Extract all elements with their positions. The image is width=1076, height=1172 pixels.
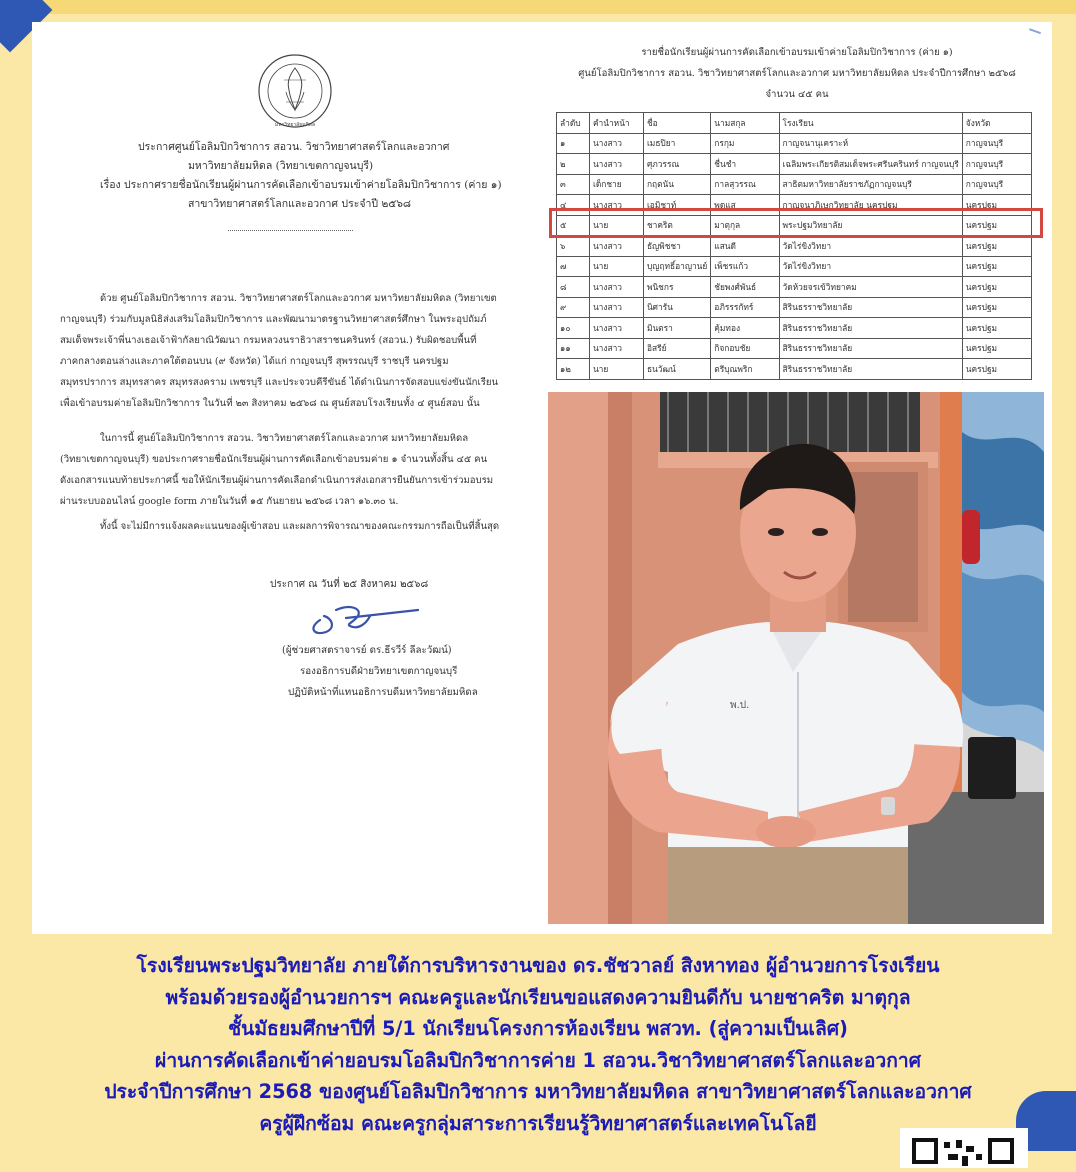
table-cell: มินตรา [643, 318, 710, 339]
table-cell: ๙ [557, 297, 590, 318]
table-cell: กฤตนัน [643, 174, 710, 195]
caption-line-3: ชั้นมัธยมศึกษาปีที่ 5/1 นักเรียนโครงการห้องเรียน พสวท. (สู่ความเป็นเลิศ) [228, 1017, 848, 1041]
table-cell: สาธิตมหาวิทยาลัยราชภัฏกาญจนบุรี [779, 174, 962, 195]
table-cell: นาย [589, 256, 643, 277]
table-cell: นางสาว [589, 338, 643, 359]
table-cell: นางสาว [589, 318, 643, 339]
caption-line-1: โรงเรียนพระปฐมวิทยาลัย ภายใต้การบริหารงานของ ดร.ชัชวาลย์ สิงหาทอง ผู้อำนวยการโรงเรียน [136, 954, 940, 977]
table-cell: สิรินธรราชวิทยาลัย [779, 297, 962, 318]
table-cell: สิรินธรราชวิทยาลัย [779, 338, 962, 359]
table-cell: เมธปิยา [643, 133, 710, 154]
table-cell: มาตุกุล [711, 215, 779, 236]
table-cell: ๖ [557, 236, 590, 257]
table-cell: นครปฐม [962, 236, 1031, 257]
table-cell: กาญจนบุรี [962, 133, 1031, 154]
table-cell: นางสาว [589, 236, 643, 257]
table-cell: สิรินธรราชวิทยาลัย [779, 359, 962, 380]
caption-line-2: พร้อมด้วยรองผู้อำนวยการฯ คณะครูและนักเรียนขอแสดงความยินดีกับ นายชาคริต มาตุกุล [165, 985, 911, 1009]
table-cell: อิสรีย์ [643, 338, 710, 359]
table-cell: นางสาว [589, 154, 643, 175]
table-cell: สิรินธรราชวิทยาลัย [779, 318, 962, 339]
announcement-university: มหาวิทยาลัยมหิดล (วิทยาเขตกาญจนบุรี) [188, 160, 374, 172]
table-row [557, 297, 1032, 318]
table-cell: ธนวัฒน์ [643, 359, 710, 380]
announcement-subject: เรื่อง ประกาศรายชื่อนักเรียนผู้ผ่านการคัดเลือกเข้าอบรมเข้าค่ายโอลิมปิกวิชาการ (ค่าย ๑) [100, 179, 502, 191]
table-cell: กาญจนบุรี [962, 174, 1031, 195]
results-table-body [557, 133, 1032, 379]
caption [0, 950, 1076, 1140]
student-photo-illustration [548, 392, 1044, 924]
table-cell: กาญจนานุเคราะห์ [779, 133, 962, 154]
caption-line-6: ครูผู้ฝึกซ้อม คณะครูกลุ่มสาระการเรียนรู้วิทยาศาสตร์และเทคโนโลยี [259, 1111, 817, 1135]
table-cell: กรกุม [711, 133, 779, 154]
table-cell: นางสาว [589, 277, 643, 298]
table-cell: นครปฐม [962, 215, 1031, 236]
table-cell: วัดห้วยจรเข้วิทยาคม [779, 277, 962, 298]
table-cell: ชัยพงศ์พันธ์ [711, 277, 779, 298]
table-cell: ๓ [557, 174, 590, 195]
column-header: ลำดับ [557, 113, 590, 134]
table-cell: วัดไร่ขิงวิทยา [779, 256, 962, 277]
table-row [557, 277, 1032, 298]
table-cell: นครปฐม [962, 256, 1031, 277]
table-cell: ๑๐ [557, 318, 590, 339]
table-cell: กิจกอบชัย [711, 338, 779, 359]
table-cell: เด็กชาย [589, 174, 643, 195]
column-header: คำนำหน้า [589, 113, 643, 134]
highlight-box [549, 208, 1043, 238]
announcement-paragraph-3: ทั้งนี้ จะไม่มีการแจ้งผลคะแนนของผู้เข้าสอบ และผลการพิจารณาของคณะกรรมการถือเป็นที่สิ้นสุด [100, 521, 500, 532]
table-row [557, 154, 1032, 175]
signer-name: (ผู้ช่วยศาสตราจารย์ ดร.ธีรวีร์ ลีละวัฒน์) [282, 645, 452, 656]
table-cell: บุญฤทธิ์อาญานย์ [643, 256, 710, 277]
caption-line-4: ผ่านการคัดเลือกเข้าค่ายอบรมโอลิมปิกวิชาการค่าย 1 สอวน.วิชาวิทยาศาสตร์โลกและอวกาศ [155, 1048, 921, 1072]
table-cell: นาย [589, 215, 643, 236]
table-cell: พดแส [711, 195, 779, 216]
table-cell: ๑๑ [557, 338, 590, 359]
table-row [557, 256, 1032, 277]
table-cell: นครปฐม [962, 338, 1031, 359]
table-cell: คุ้มทอง [711, 318, 779, 339]
table-cell: นางสาว [589, 297, 643, 318]
student-photo [548, 392, 1044, 924]
sign-date: ประกาศ ณ วันที่ ๒๕ สิงหาคม ๒๕๖๘ [270, 579, 429, 590]
table-cell: นิศารัน [643, 297, 710, 318]
table-cell: ๒ [557, 154, 590, 175]
table-cell: ๑๒ [557, 359, 590, 380]
table-row [557, 236, 1032, 257]
signature-image [306, 598, 426, 638]
table-cell: กาญจนาภิเษกวิทยาลัย นครปฐม [779, 195, 962, 216]
table-cell: ๔ [557, 195, 590, 216]
table-cell: นครปฐม [962, 359, 1031, 380]
table-cell: นครปฐม [962, 195, 1031, 216]
signer-position: รองอธิการบดีฝ่ายวิทยาเขตกาญจนบุรี [300, 666, 458, 677]
table-cell: ๗ [557, 256, 590, 277]
announcement-title: ประกาศศูนย์โอลิมปิกวิชาการ สอวน. วิชาวิทยาศาสตร์โลกและอวกาศ [138, 141, 450, 153]
table-cell: ธัญพิชชา [643, 236, 710, 257]
column-header: นามสกุล [711, 113, 779, 134]
table-cell: ศุภวรรณ [643, 154, 710, 175]
qr-code-icon[interactable] [900, 1128, 1028, 1168]
announcement-paragraph-2: ในการนี้ ศูนย์โอลิมปิกวิชาการ สอวน. วิชาวิทยาศาสตร์โลกและอวกาศ มหาวิทยาลัยมหิดล (วิทยาเขตกาญจนบุรี) ขอประกาศรายชื่อนักเรียนผู้ผ่านการคัดเลือกเข้าอบรมค่าย ๑ จำนวนทั้งสิ้น ๔๕ คน ดังเอกสารแนบท้ายประกาศนี้ ขอให้นักเรียนผู้ผ่านการคัดเลือกดำเนินการส่งเอกสารยืนยันการเข้าร่วมอบรม ผ่านระบบออนไลน์ ɡoogle form ภายในวันที่ ๑๕ กันยายน ๒๕๖๘ เวลา ๑๖.๓๐ น. [60, 433, 494, 507]
table-cell: นครปฐม [962, 297, 1031, 318]
table-header-row [557, 113, 1032, 134]
announcement-paragraph-1: ด้วย ศูนย์โอลิมปิกวิชาการ สอวน. วิชาวิทยาศาสตร์โลกและอวกาศ มหาวิทยาลัยมหิดล (วิทยาเขต กาญจนบุรี) ร่วมกับมูลนิธิส่งเสริมโอลิมปิกวิชาการ และพัฒนามาตรฐานวิทยาศาสตร์ศึกษา ในพระอุปถัมภ์ สมเด็จพระเจ้าพี่นางเธอเจ้าฟ้ากัลยาณิวัฒนา กรมหลวงนราธิวาสราชนครินทร์ (สอวน.) รับผิดชอบพื้นที่ ภาคกลางตอนล่างและภาคใต้ตอนบน (๙ จังหวัด) ได้แก่ กาญจนบุรี สุพรรณบุรี ราชบุรี นครปฐม สมุทรปราการ สมุทรสาคร สมุทรสงคราม เพชรบุรี และประจวบคีรีขันธ์ ได้ดำเนินการจัดสอบแข่งขันนักเรียน เพื่อเข้าอบรมค่ายโอลิมปิกวิชาการ ในวันที่ ๒๓ สิงหาคม ๒๕๖๘ ณ ศูนย์สอบโรงเรียนทั้ง ๔ ศูนย์สอบ นั้น [60, 293, 499, 409]
table-cell: เอมิชาท์ [643, 195, 710, 216]
table-cell: ๘ [557, 277, 590, 298]
university-seal-icon [256, 52, 334, 130]
signer-block [282, 640, 522, 703]
caption-line-5: ประจำปีการศึกษา 2568 ของศูนย์โอลิมปิกวิชาการ มหาวิทยาลัยมหิดล สาขาวิทยาศาสตร์โลกและอวกาศ [104, 1080, 972, 1104]
table-cell: กาญจนบุรี [962, 154, 1031, 175]
announcement-document [38, 30, 538, 770]
table-cell: อภิรรรกัทร์ [711, 297, 779, 318]
column-header: ชื่อ [643, 113, 710, 134]
table-cell: วัดไร่ขิงวิทยา [779, 236, 962, 257]
shirt-badge: พ.ป. [730, 700, 750, 711]
table-cell: นาย [589, 359, 643, 380]
table-row [557, 359, 1032, 380]
results-table [556, 112, 1032, 380]
table-cell: ๑ [557, 133, 590, 154]
table-cell: เฉลิมพระเกียรติสมเด็จพระศรีนครินทร์ กาญจนบุรี [779, 154, 962, 175]
table-cell: ชาคริต [643, 215, 710, 236]
table-row [557, 318, 1032, 339]
table-cell: พนิชกร [643, 277, 710, 298]
table-cell: นางสาว [589, 133, 643, 154]
table-cell: นครปฐม [962, 277, 1031, 298]
svg-text:มหาวิทยาลัยมหิดล: มหาวิทยาลัยมหิดล [274, 122, 316, 128]
table-cell: กาลสุวรรณ [711, 174, 779, 195]
top-band [0, 0, 1076, 14]
table-cell: ตรีบุณพริก [711, 359, 779, 380]
table-row [557, 133, 1032, 154]
column-header: โรงเรียน [779, 113, 962, 134]
announcement-subject-line2: สาขาวิทยาศาสตร์โลกและอวกาศ ประจำปี ๒๕๖๘ [188, 198, 412, 210]
table-row [557, 338, 1032, 359]
table-row [557, 174, 1032, 195]
table-cell: พระปฐมวิทยาลัย [779, 215, 962, 236]
table-cell: นางสาว [589, 195, 643, 216]
results-title: รายชื่อนักเรียนผู้ผ่านการคัดเลือกเข้าอบรมเข้าค่ายโอลิมปิกวิชาการ (ค่าย ๑) ศูนย์โอลิมปิกวิชาการ สอวน. วิชาวิทยาศาสตร์โลกและอวกาศ มหาวิทยาลัยมหิดล ประจำปีการศึกษา ๒๕๖๘ จำนวน ๔๕ คน [578, 47, 1016, 100]
table-cell: เพ็ชรแก้ว [711, 256, 779, 277]
table-cell: ชื่นชำ [711, 154, 779, 175]
column-header: จังหวัด [962, 113, 1031, 134]
table-cell: นครปฐม [962, 318, 1031, 339]
table-cell: แสนดี [711, 236, 779, 257]
divider [228, 230, 353, 231]
signer-position-acting: ปฏิบัติหน้าที่แทนอธิการบดีมหาวิทยาลัยมหิดล [288, 687, 478, 698]
table-cell: ๕ [557, 215, 590, 236]
